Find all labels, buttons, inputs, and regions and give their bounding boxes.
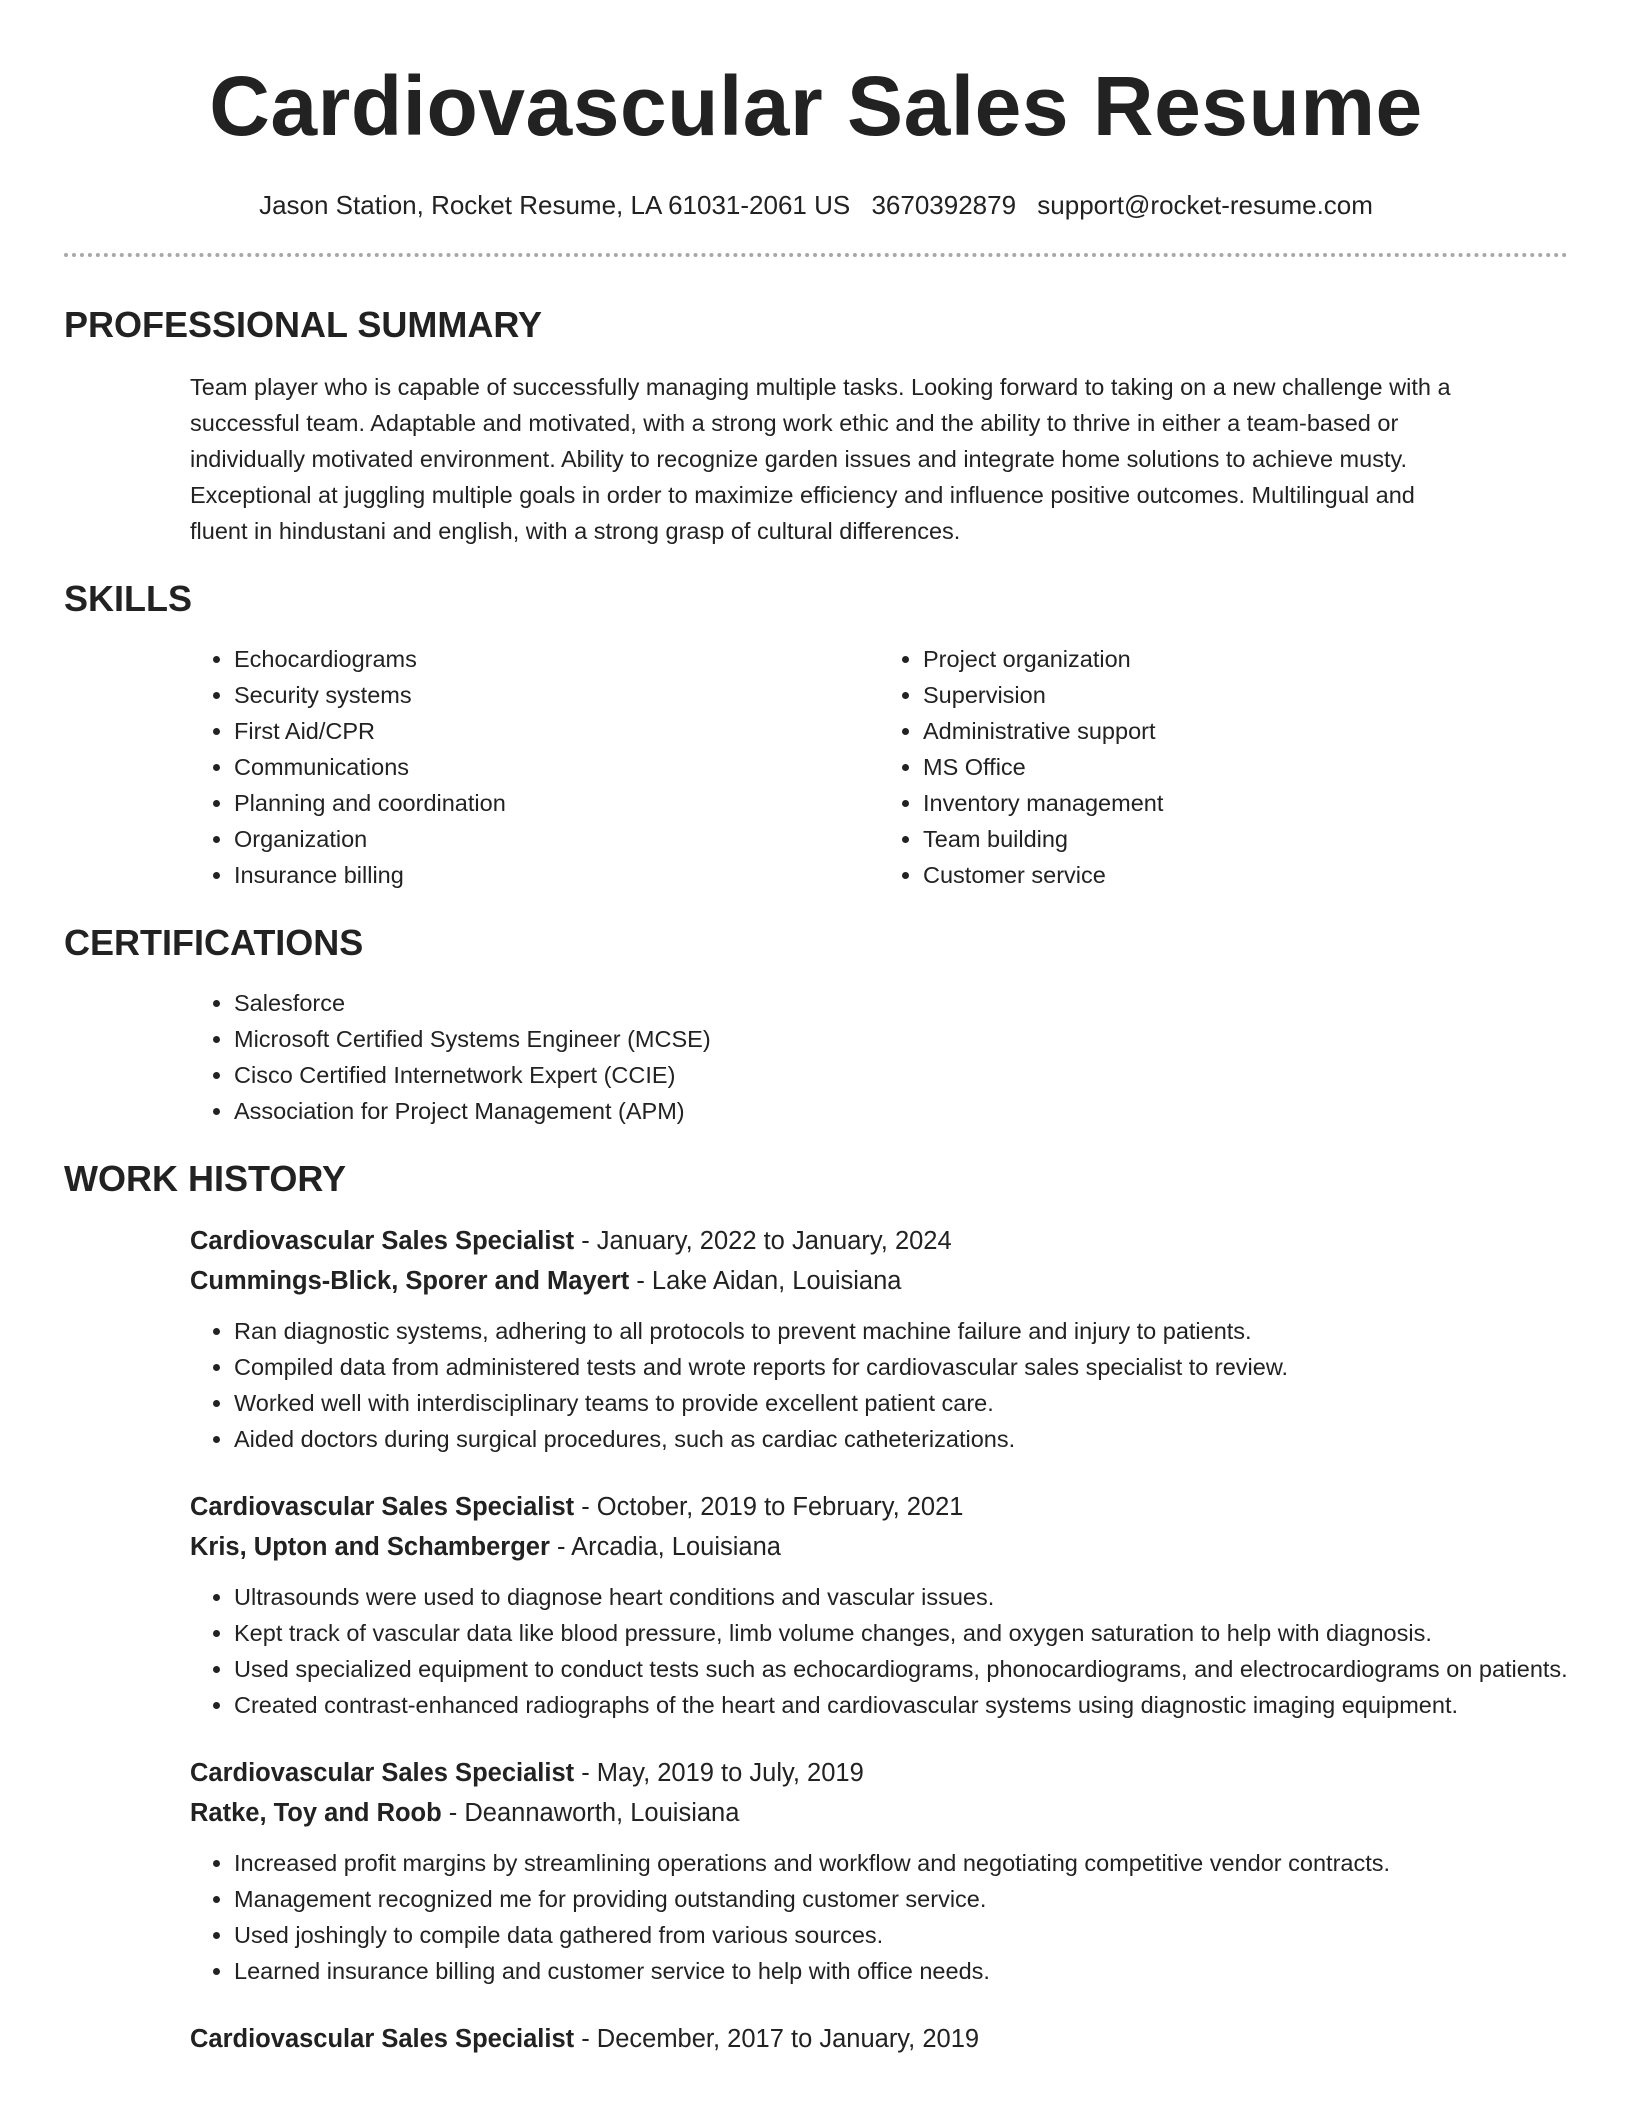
header-divider xyxy=(64,253,1568,257)
resume-title: Cardiovascular Sales Resume xyxy=(209,59,1423,153)
job-title-line xyxy=(190,1753,1568,1793)
certification-item: • Cisco Certified Internetwork Expert (CCIE) xyxy=(234,1057,1568,1093)
company-location: - Lake Aidan, Louisiana xyxy=(629,1267,902,1296)
skill-item: • Insurance billing xyxy=(234,857,879,893)
job-bullet: • Increased profit margins by streamlining operations and workflow and negotiating competitive vendor contracts. xyxy=(234,1845,1568,1881)
job-entry xyxy=(190,1221,1568,1457)
skill-item: • Project organization xyxy=(923,641,1568,677)
certification-item: • Salesforce xyxy=(234,985,1568,1021)
job-bullet: • Worked well with interdisciplinary teams to provide excellent patient care. xyxy=(234,1385,1568,1421)
work-history-heading: WORK HISTORY xyxy=(64,1158,347,1200)
job-title-line xyxy=(190,2019,1568,2059)
job-entry xyxy=(190,1753,1568,1989)
company-name: Cummings-Blick, Sporer and Mayert xyxy=(190,1267,630,1296)
skill-item: • Communications xyxy=(234,749,879,785)
skill-item: • First Aid/CPR xyxy=(234,713,879,749)
skill-item: • Organization xyxy=(234,821,879,857)
skills-list xyxy=(190,641,1568,893)
company-line xyxy=(190,1793,1568,1833)
skill-item: • Team building xyxy=(923,821,1568,857)
job-dates: - October, 2019 to February, 2021 xyxy=(574,1493,964,1522)
job-bullet: • Aided doctors during surgical procedures, such as cardiac catheterizations. xyxy=(234,1421,1568,1457)
company-location: - Deannaworth, Louisiana xyxy=(441,1799,740,1828)
job-bullet: • Compiled data from administered tests and wrote reports for cardiovascular sales specialist to review. xyxy=(234,1349,1568,1385)
contact-phone: 3670392879 xyxy=(871,190,1017,220)
summary-line: individually motivated environment. Ability to recognize garden issues and integrate home solutions to achieve musty. xyxy=(190,446,1408,473)
skills-column-left xyxy=(190,641,879,893)
job-title-line xyxy=(190,1487,1568,1527)
contact-email: support@rocket-resume.com xyxy=(1037,190,1373,220)
job-title-line xyxy=(190,1221,1568,1261)
job-bullets xyxy=(190,1313,1568,1457)
job-bullet: • Ran diagnostic systems, adhering to all protocols to prevent machine failure and injury to patients. xyxy=(234,1313,1568,1349)
summary-line: fluent in hindustani and english, with a strong grasp of cultural differences. xyxy=(190,518,961,545)
summary-line: Team player who is capable of successfully managing multiple tasks. Looking forward to taking on a new challenge with a xyxy=(190,374,1451,401)
job-title: Cardiovascular Sales Specialist xyxy=(190,1227,575,1256)
job-bullet: • Used specialized equipment to conduct tests such as echocardiograms, phonocardiograms, and electrocardiograms on patients. xyxy=(234,1651,1568,1687)
job-dates: - January, 2022 to January, 2024 xyxy=(574,1227,952,1256)
summary-heading: PROFESSIONAL SUMMARY xyxy=(64,304,543,346)
job-bullet: • Created contrast-enhanced radiographs of the heart and cardiovascular systems using diagnostic imaging equipment. xyxy=(234,1687,1568,1723)
skill-item: • Inventory management xyxy=(923,785,1568,821)
job-bullet: • Kept track of vascular data like blood pressure, limb volume changes, and oxygen saturation to help with diagnosis. xyxy=(234,1615,1568,1651)
skill-item: • Supervision xyxy=(923,677,1568,713)
skill-item: • Customer service xyxy=(923,857,1568,893)
company-line xyxy=(190,1261,1568,1301)
summary-text xyxy=(190,369,1568,549)
job-title: Cardiovascular Sales Specialist xyxy=(190,1493,575,1522)
skills-column-right xyxy=(879,641,1568,893)
company-name: Kris, Upton and Schamberger xyxy=(190,1533,550,1562)
certification-item: • Microsoft Certified Systems Engineer (MCSE) xyxy=(234,1021,1568,1057)
company-location: - Arcadia, Louisiana xyxy=(549,1533,781,1562)
job-entry xyxy=(190,1487,1568,1723)
job-bullet: • Management recognized me for providing outstanding customer service. xyxy=(234,1881,1568,1917)
job-bullet: • Learned insurance billing and customer service to help with office needs. xyxy=(234,1953,1568,1989)
certifications-list xyxy=(190,985,1568,1129)
skill-item: • Echocardiograms xyxy=(234,641,879,677)
summary-line: successful team. Adaptable and motivated, with a strong work ethic and the ability to thrive in either a team-based or xyxy=(190,410,1399,437)
job-title: Cardiovascular Sales Specialist xyxy=(190,2025,575,2054)
job-dates: - May, 2019 to July, 2019 xyxy=(574,1759,864,1788)
skill-item: • Planning and coordination xyxy=(234,785,879,821)
skill-item: • Security systems xyxy=(234,677,879,713)
contact-address: Jason Station, Rocket Resume, LA 61031-2061 US xyxy=(259,190,851,220)
company-line xyxy=(190,1527,1568,1567)
job-bullet: • Used joshingly to compile data gathered from various sources. xyxy=(234,1917,1568,1953)
job-title: Cardiovascular Sales Specialist xyxy=(190,1759,575,1788)
job-bullet: • Ultrasounds were used to diagnose heart conditions and vascular issues. xyxy=(234,1579,1568,1615)
certifications-heading: CERTIFICATIONS xyxy=(64,922,364,964)
certification-item: • Association for Project Management (APM) xyxy=(234,1093,1568,1129)
job-bullets xyxy=(190,1579,1568,1723)
skill-item: • MS Office xyxy=(923,749,1568,785)
contact-line xyxy=(64,190,1568,221)
job-entry xyxy=(190,2019,1568,2059)
skills-heading: SKILLS xyxy=(64,578,193,620)
job-bullets xyxy=(190,1845,1568,1989)
job-dates: - December, 2017 to January, 2019 xyxy=(574,2025,980,2054)
company-name: Ratke, Toy and Roob xyxy=(190,1799,442,1828)
summary-line: Exceptional at juggling multiple goals in order to maximize efficiency and influence positive outcomes. Multilingual and xyxy=(190,482,1415,509)
skill-item: • Administrative support xyxy=(923,713,1568,749)
